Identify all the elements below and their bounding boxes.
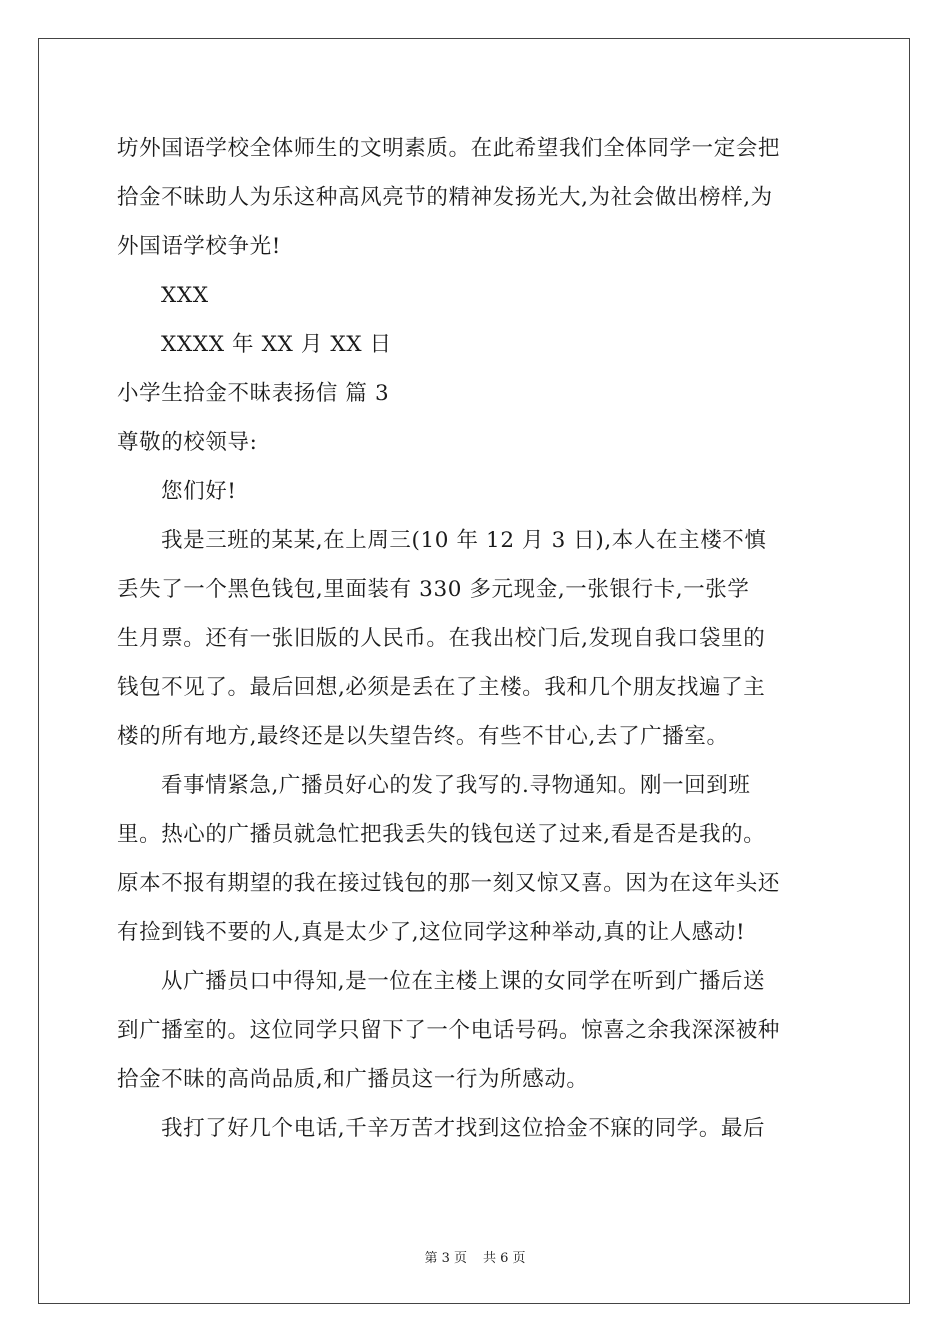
text-line: 拾金不昧助人为乐这种高风亮节的精神发扬光大,为社会做出榜样,为 bbox=[117, 185, 773, 210]
text-line: 从广播员口中得知,是一位在主楼上课的女同学在听到广播后送 bbox=[161, 969, 766, 994]
text-line: 丢失了一个黑色钱包,里面装有 330 多元现金,一张银行卡,一张学 bbox=[117, 577, 750, 602]
page-footer bbox=[0, 1247, 950, 1266]
text-line: 我打了好几个电话,千辛万苦才找到这位拾金不寐的同学。最后 bbox=[161, 1116, 766, 1141]
document-body bbox=[117, 124, 837, 1153]
text-line: 里。热心的广播员就急忙把我丢失的钱包送了过来,看是否是我的。 bbox=[117, 822, 766, 847]
text-line: 原本不报有期望的我在接过钱包的那一刻又惊又喜。因为在这年头还 bbox=[117, 871, 781, 896]
text-line: 您们好! bbox=[161, 479, 237, 504]
text-line: XXXX 年 XX 月 XX 日 bbox=[161, 332, 392, 357]
text-line: 钱包不见了。最后回想,必须是丢在了主楼。我和几个朋友找遍了主 bbox=[117, 675, 766, 700]
text-line: 外国语学校争光! bbox=[117, 234, 281, 259]
text-line: 有捡到钱不要的人,真是太少了,这位同学这种举动,真的让人感动! bbox=[117, 920, 746, 945]
page-total: 共 6 页 bbox=[483, 1251, 526, 1266]
text-line: 楼的所有地方,最终还是以失望告终。有些不甘心,去了广播室。 bbox=[117, 724, 729, 749]
text-line: 看事情紧急,广播员好心的发了我写的.寻物通知。刚一回到班 bbox=[161, 773, 751, 798]
text-line: 坊外国语学校全体师生的文明素质。在此希望我们全体同学一定会把 bbox=[117, 136, 781, 161]
text-line: 到广播室的。这位同学只留下了一个电话号码。惊喜之余我深深被种 bbox=[117, 1018, 781, 1043]
text-line: 我是三班的某某,在上周三(10 年 12 月 3 日),本人在主楼不慎 bbox=[161, 528, 767, 553]
text-line: 尊敬的校领导: bbox=[117, 430, 258, 455]
text-line: XXX bbox=[161, 283, 209, 308]
text-line: 生月票。还有一张旧版的人民币。在我出校门后,发现自我口袋里的 bbox=[117, 626, 766, 651]
text-line: 小学生拾金不昧表扬信 篇 3 bbox=[117, 381, 390, 406]
text-line: 拾金不昧的高尚品质,和广播员这一行为所感动。 bbox=[117, 1067, 589, 1092]
page-number: 第 3 页 bbox=[424, 1251, 467, 1266]
